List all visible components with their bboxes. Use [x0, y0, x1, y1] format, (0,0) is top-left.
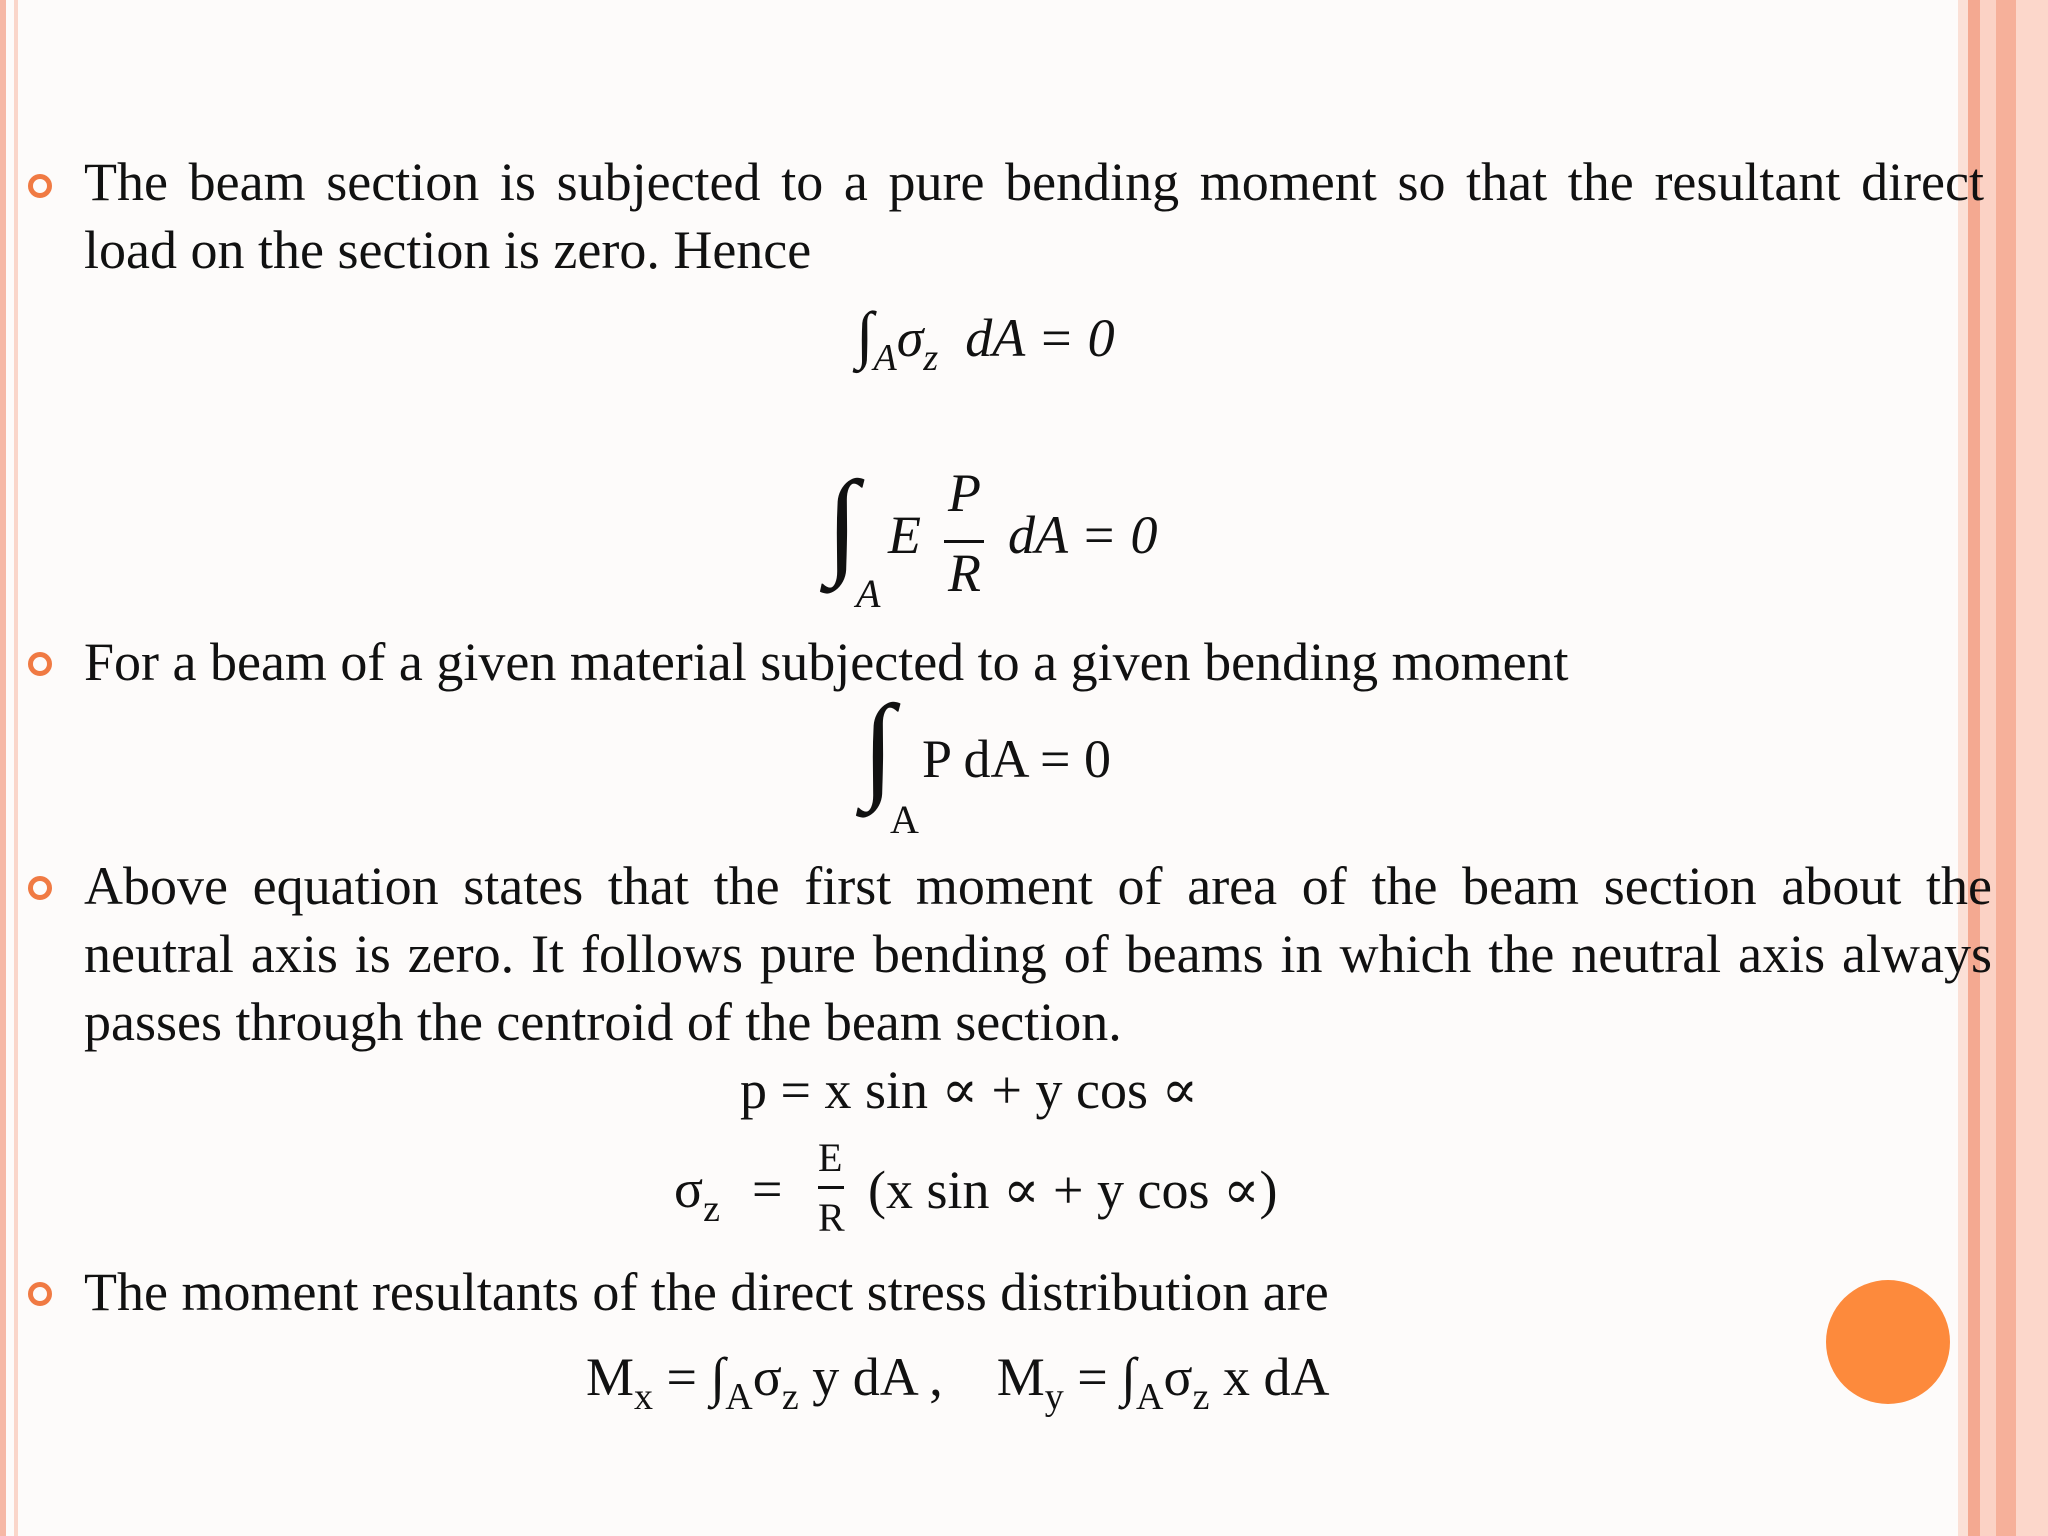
bullet-icon: [28, 1282, 52, 1306]
frame-right-border-dark: [1996, 0, 2016, 1536]
bullet-text: The beam section is subjected to a pure bending moment so that the resultant direct load on the section is zero. Hence: [84, 152, 1984, 280]
frame-right-border-edge: [2016, 0, 2048, 1536]
bullet-icon: [28, 174, 52, 198]
bullet-icon: [28, 876, 52, 900]
equation-moment-resultants: $M_x = \int_A\sigma_z$ y dA , $M_y = \int_A\sigma_z$ x dA: [586, 1347, 1330, 1418]
fraction-bar: [818, 1186, 844, 1189]
bullet-text: Above equation states that the first moment of area of the beam section about the neutral axis is zero. It follows pure bending of beams in which the neutral axis always passes through the centroid of the beam section.: [84, 856, 1992, 1052]
frame-left-border: [0, 0, 6, 1536]
bullet-text: For a beam of a given material subjected to a given bending moment: [84, 632, 1569, 692]
equation-integral-sigma: $\int_A\sigma_z$ dA = 0: [856, 299, 1115, 379]
equation-p: p = x sin ∝ + y cos ∝: [740, 1060, 1198, 1120]
bullet-icon: [28, 652, 52, 676]
frame-left-inner-border: [14, 0, 18, 1536]
orange-circle-decoration: [1826, 1280, 1950, 1404]
bullet-text: The moment resultants of the direct stress distribution are: [84, 1262, 1329, 1322]
